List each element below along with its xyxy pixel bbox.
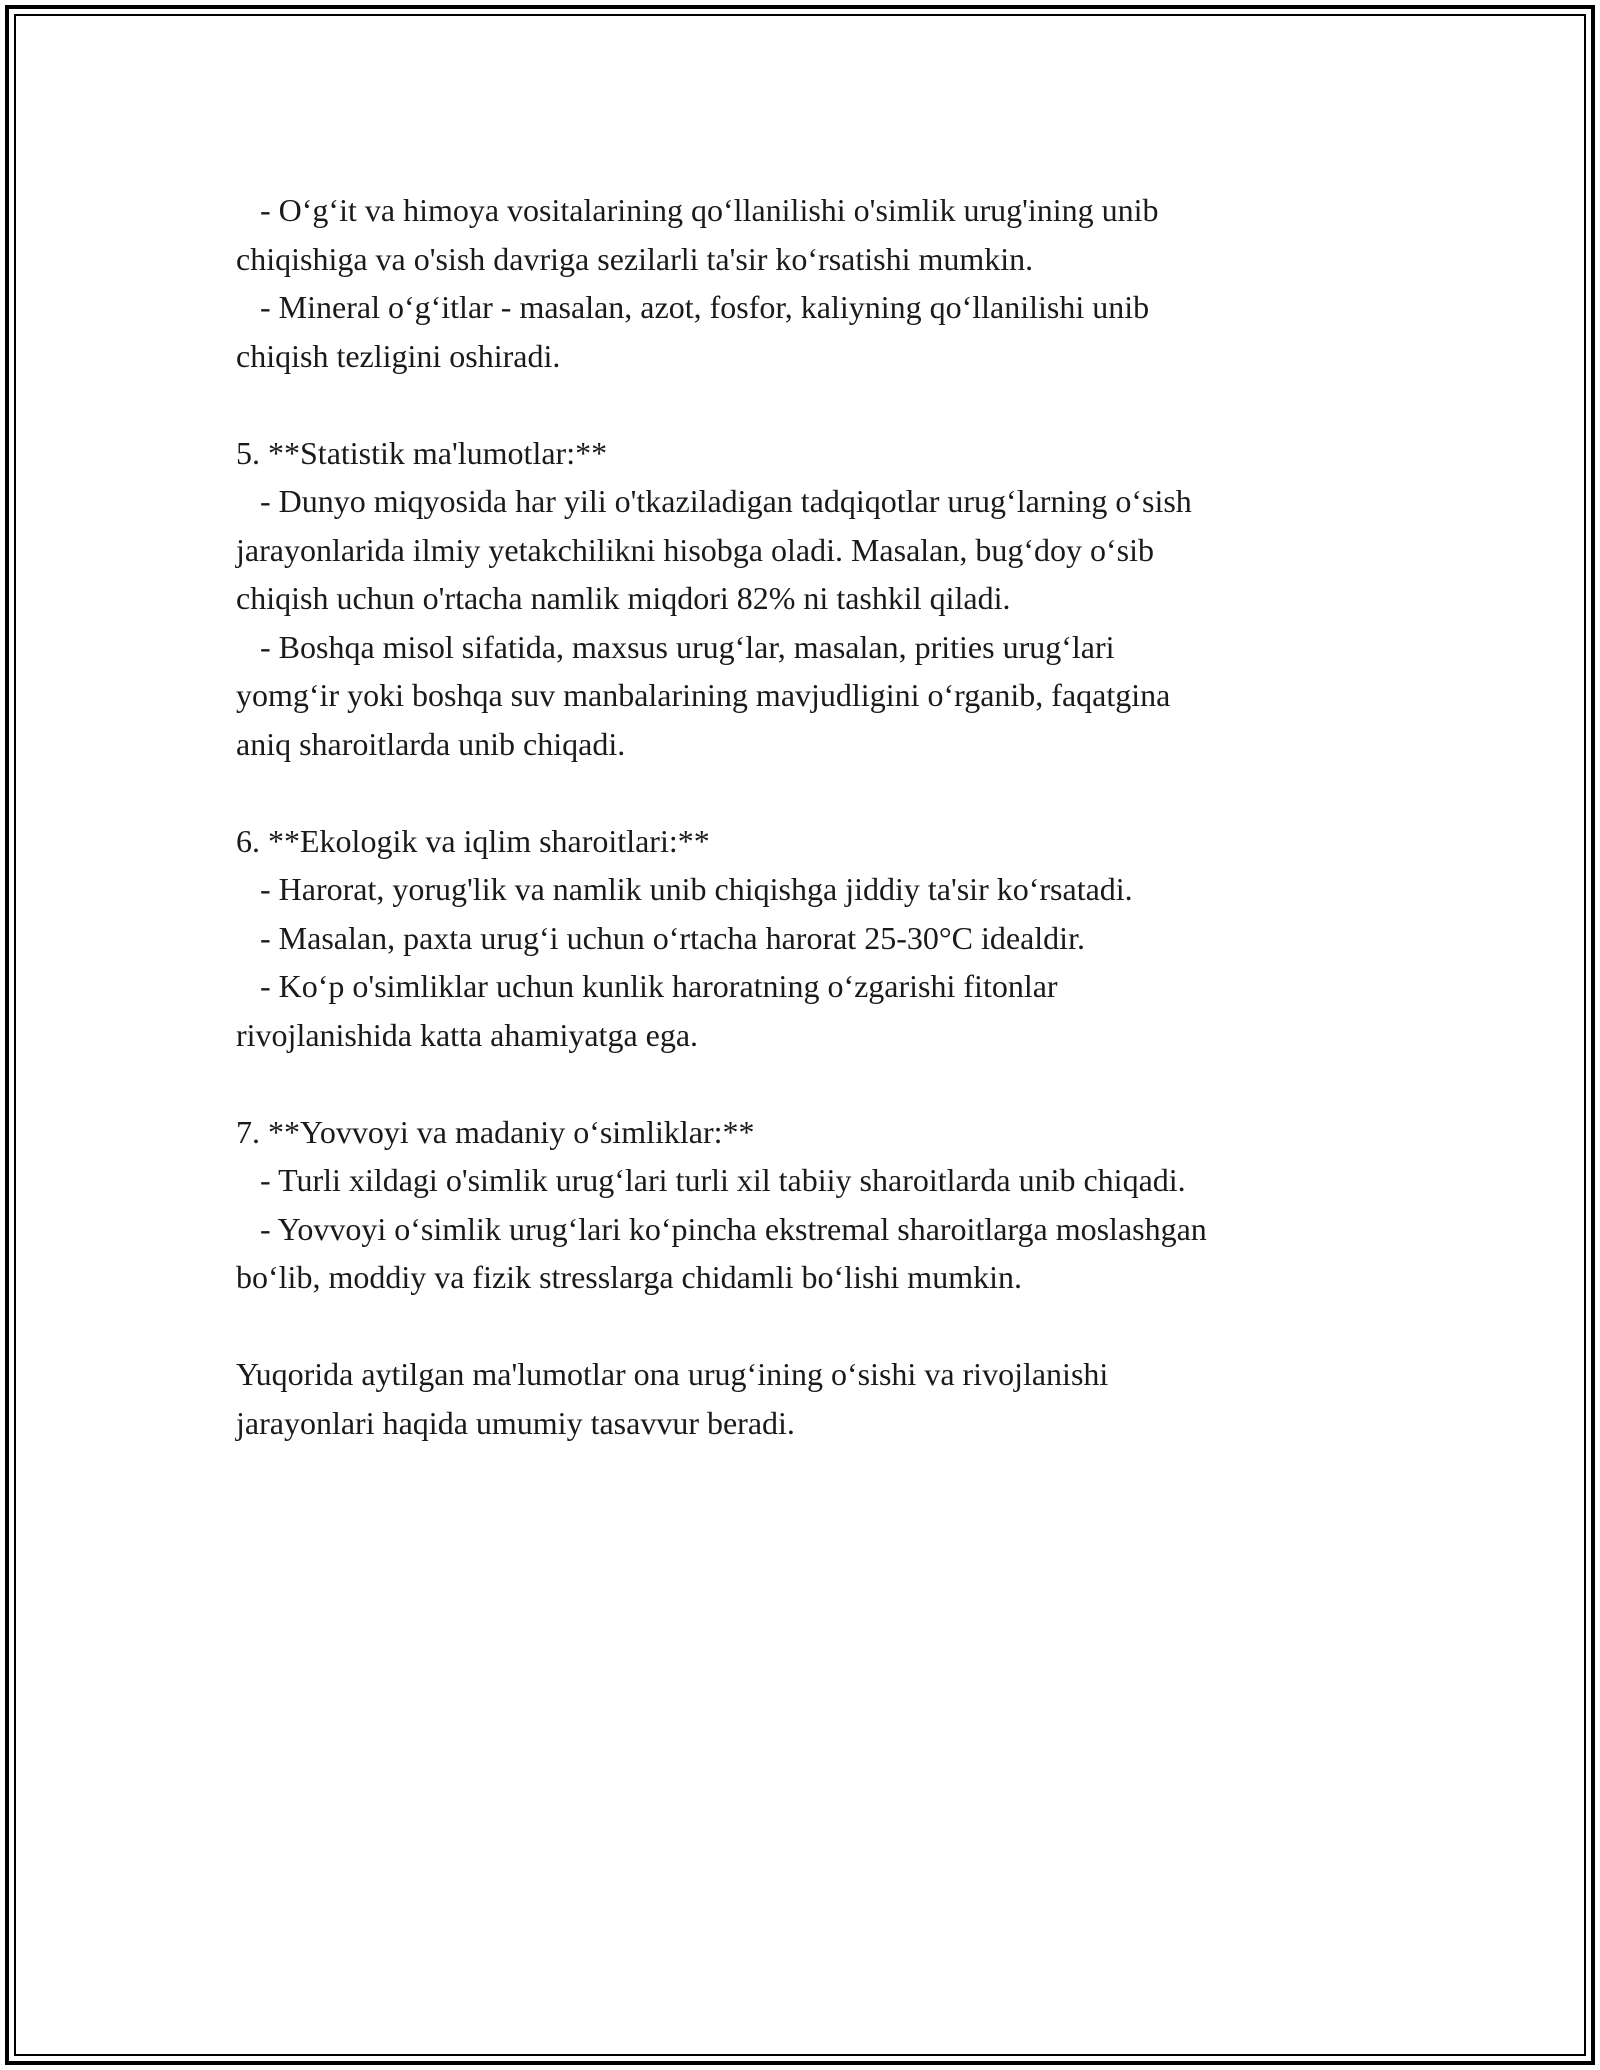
text-line: jarayonlari haqida umumiy tasavvur beradi. bbox=[236, 1404, 795, 1441]
text-line: - Mineral o‘g‘itlar - masalan, azot, fosfor, kaliyning qo‘llanilishi unib bbox=[236, 289, 1150, 325]
text-line: - Turli xildagi o'simlik urug‘lari turli xil tabiiy sharoitlarda unib chiqadi. bbox=[236, 1162, 1186, 1198]
document-body bbox=[236, 186, 1416, 1447]
text-line: - Harorat, yorug'lik va namlik unib chiqishga jiddiy ta'sir ko‘rsatadi. bbox=[236, 871, 1133, 907]
text-line: - Masalan, paxta urug‘i uchun o‘rtacha harorat 25-30°C idealdir. bbox=[236, 919, 1085, 956]
paragraph-gap bbox=[236, 380, 1416, 429]
paragraph-gap bbox=[236, 768, 1416, 817]
text-line: jarayonlarida ilmiy yetakchilikni hisobga oladi. Masalan, bug‘doy o‘sib bbox=[236, 531, 1155, 568]
text-line: - Ko‘p o'simliklar uchun kunlik haroratning o‘zgarishi fitonlar bbox=[236, 968, 1058, 1004]
paragraph-gap bbox=[236, 1302, 1416, 1351]
text-line: - Dunyo miqyosida har yili o'tkaziladigan tadqiqotlar urug‘larning o‘sish bbox=[236, 483, 1192, 519]
text-line: aniq sharoitlarda unib chiqadi. bbox=[236, 725, 626, 762]
section-heading: 7. **Yovvoyi va madaniy o‘simliklar:** bbox=[236, 1113, 755, 1150]
text-line: yomg‘ir yoki boshqa suv manbalarining mavjudligini o‘rganib, faqatgina bbox=[236, 677, 1171, 713]
text-line: rivojlanishida katta ahamiyatga ega. bbox=[236, 1016, 699, 1053]
text-line: - Yovvoyi o‘simlik urug‘lari ko‘pincha ekstremal sharoitlarga moslashgan bbox=[236, 1210, 1207, 1247]
text-line: chiqish uchun o'rtacha namlik miqdori 82% ni tashkil qiladi. bbox=[236, 580, 1011, 616]
text-line: chiqishiga va o'sish davriga sezilarli ta'sir ko‘rsatishi mumkin. bbox=[236, 240, 1034, 277]
section-heading: 6. **Ekologik va iqlim sharoitlari:** bbox=[236, 822, 710, 859]
text-line: Yuqorida aytilgan ma'lumotlar ona urug‘ining o‘sishi va rivojlanishi bbox=[236, 1356, 1109, 1392]
text-line: - Boshqa misol sifatida, maxsus urug‘lar, masalan, prities urug‘lari bbox=[236, 628, 1115, 665]
text-line: chiqish tezligini oshiradi. bbox=[236, 337, 561, 374]
paragraph-gap bbox=[236, 1059, 1416, 1108]
text-line: - O‘g‘it va himoya vositalarining qo‘llanilishi o'simlik urug'ining unib bbox=[236, 192, 1159, 228]
section-heading: 5. **Statistik ma'lumotlar:** bbox=[236, 434, 608, 471]
text-line: bo‘lib, moddiy va fizik stresslarga chidamli bo‘lishi mumkin. bbox=[236, 1259, 1022, 1295]
